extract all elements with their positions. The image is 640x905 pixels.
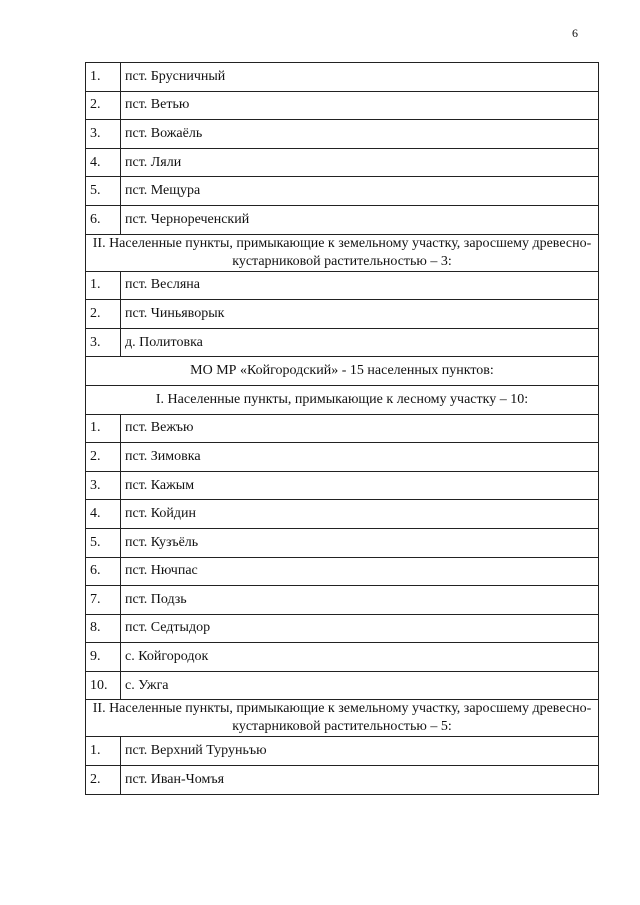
table-row (86, 471, 599, 500)
row-number: 5. (86, 528, 121, 557)
row-number: 6. (86, 205, 121, 234)
settlement-name: пст. Зимовка (121, 443, 599, 472)
table-row (86, 271, 599, 300)
row-number: 1. (86, 63, 121, 92)
row-number: 1. (86, 271, 121, 300)
settlement-name: с. Ужга (121, 671, 599, 700)
settlement-name: пст. Иван-Чомъя (121, 766, 599, 795)
row-number: 7. (86, 586, 121, 615)
table-row (86, 737, 599, 766)
table-row (86, 120, 599, 149)
row-number: 1. (86, 414, 121, 443)
settlement-name: пст. Чернореченский (121, 205, 599, 234)
page-number: 6 (572, 26, 578, 40)
settlement-name: пст. Чиньяворык (121, 300, 599, 329)
row-number: 3. (86, 471, 121, 500)
section-header: МО МР «Койгородский» - 15 населенных пунктов: (86, 357, 599, 386)
settlement-name: д. Политовка (121, 328, 599, 357)
table-row (86, 443, 599, 472)
settlement-name: пст. Нючпас (121, 557, 599, 586)
settlement-name: пст. Ветью (121, 91, 599, 120)
row-number: 10. (86, 671, 121, 700)
section-header: II. Населенные пункты, примыкающие к земельному участку, заросшему древесно-кустарниковой растительностью – 5: (86, 700, 599, 737)
settlement-name: пст. Койдин (121, 500, 599, 529)
row-number: 9. (86, 643, 121, 672)
settlement-name: пст. Верхний Туруньъю (121, 737, 599, 766)
table-row (86, 586, 599, 615)
table-row (86, 557, 599, 586)
table-row (86, 328, 599, 357)
row-number: 5. (86, 177, 121, 206)
settlement-name: пст. Вежъю (121, 414, 599, 443)
settlement-name: пст. Весляна (121, 271, 599, 300)
row-number: 1. (86, 737, 121, 766)
settlements-table (85, 62, 599, 795)
table-row (86, 63, 599, 92)
section-header-row (86, 700, 599, 737)
row-number: 8. (86, 614, 121, 643)
row-number: 2. (86, 766, 121, 795)
section-header-row (86, 234, 599, 271)
row-number: 2. (86, 300, 121, 329)
table-row (86, 177, 599, 206)
section-header-row (86, 357, 599, 386)
row-number: 4. (86, 148, 121, 177)
row-number: 3. (86, 120, 121, 149)
table-row (86, 300, 599, 329)
settlement-name: пст. Вожаёль (121, 120, 599, 149)
table-row (86, 671, 599, 700)
row-number: 6. (86, 557, 121, 586)
settlement-name: пст. Брусничный (121, 63, 599, 92)
section-header-row (86, 385, 599, 414)
settlement-name: пст. Седтыдор (121, 614, 599, 643)
table-row (86, 205, 599, 234)
row-number: 2. (86, 443, 121, 472)
settlement-name: с. Койгородок (121, 643, 599, 672)
settlement-name: пст. Кузъёль (121, 528, 599, 557)
table-row (86, 766, 599, 795)
section-header: II. Населенные пункты, примыкающие к земельному участку, заросшему древесно-кустарниковой растительностью – 3: (86, 234, 599, 271)
table-row (86, 528, 599, 557)
table-row (86, 643, 599, 672)
table-row (86, 614, 599, 643)
row-number: 2. (86, 91, 121, 120)
settlement-name: пст. Ляли (121, 148, 599, 177)
settlement-name: пст. Мещура (121, 177, 599, 206)
section-header: I. Населенные пункты, примыкающие к лесному участку – 10: (86, 385, 599, 414)
table-row (86, 91, 599, 120)
settlement-name: пст. Подзь (121, 586, 599, 615)
table-row (86, 414, 599, 443)
table-row (86, 148, 599, 177)
table-row (86, 500, 599, 529)
settlement-name: пст. Кажым (121, 471, 599, 500)
row-number: 4. (86, 500, 121, 529)
row-number: 3. (86, 328, 121, 357)
